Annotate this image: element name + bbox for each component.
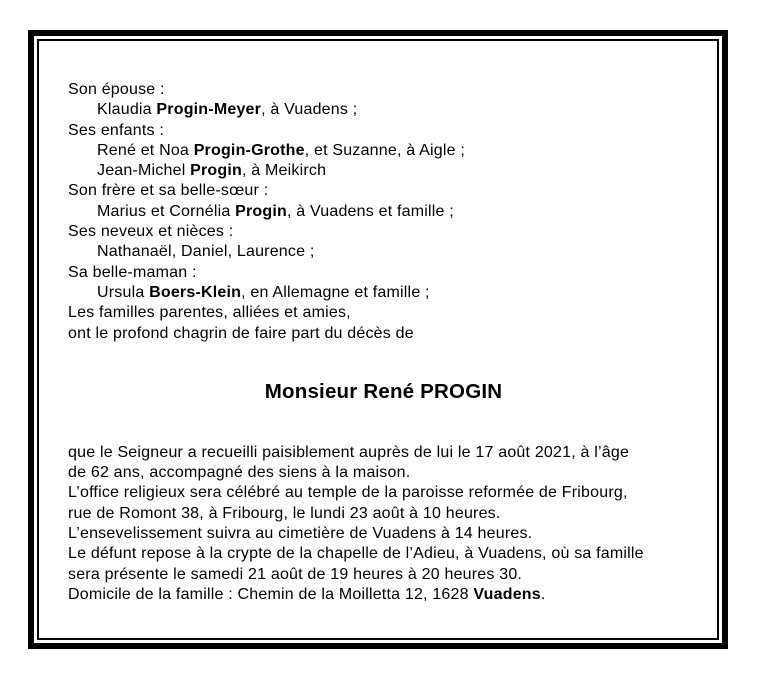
text-line: René et Noa Progin-Grothe, et Suzanne, à Aigle ;	[97, 141, 465, 159]
text-line: ont le profond chagrin de faire part du décès de	[68, 324, 414, 342]
text-line: Nathanaël, Daniel, Laurence ;	[97, 243, 315, 261]
text-line: L’ensevelissement suivra au cimetière de Vuadens à 14 heures.	[68, 525, 533, 543]
text-line: Son épouse :	[68, 81, 165, 98]
text-line: Les familles parentes, alliées et amies,	[68, 304, 351, 322]
text-line: Ses enfants :	[68, 121, 164, 139]
text-line: Klaudia Progin-Meyer, à Vuadens ;	[97, 101, 358, 119]
text-line: Ursula Boers-Klein, en Allemagne et famille ;	[97, 283, 430, 301]
text-line: Ses neveux et nièces :	[68, 223, 234, 241]
text-line: Jean-Michel Progin, à Meikirch	[97, 162, 327, 180]
deceased-name-title: Monsieur René PROGIN	[264, 379, 503, 403]
text-line: de 62 ans, accompagné des siens à la maison.	[68, 464, 411, 482]
family-section	[68, 80, 699, 344]
text-line: Le défunt repose à la crypte de la chapelle de l’Adieu, à Vuadens, où sa famille	[68, 545, 644, 563]
obituary-frame-inner-border	[37, 39, 719, 640]
text-line: L’office religieux sera célébré au temple de la paroisse reformée de Fribourg,	[68, 484, 628, 502]
text-line: Sa belle-maman :	[68, 263, 197, 281]
obituary-frame	[28, 30, 728, 649]
text-line: sera présente le samedi 21 août de 19 heures à 20 heures 30.	[68, 565, 523, 583]
funeral-details-section	[68, 443, 699, 605]
text-line: Marius et Cornélia Progin, à Vuadens et famille ;	[97, 202, 454, 220]
text-line: Domicile de la famille : Chemin de la Moilletta 12, 1628 Vuadens.	[68, 585, 546, 603]
text-line: Son frère et sa belle-sœur :	[68, 182, 269, 200]
obituary-content	[39, 41, 717, 638]
text-line: rue de Romont 38, à Fribourg, le lundi 23 août à 10 heures.	[68, 504, 501, 522]
text-line: que le Seigneur a recueilli paisiblement auprès de lui le 17 août 2021, à l’âge	[68, 443, 630, 461]
